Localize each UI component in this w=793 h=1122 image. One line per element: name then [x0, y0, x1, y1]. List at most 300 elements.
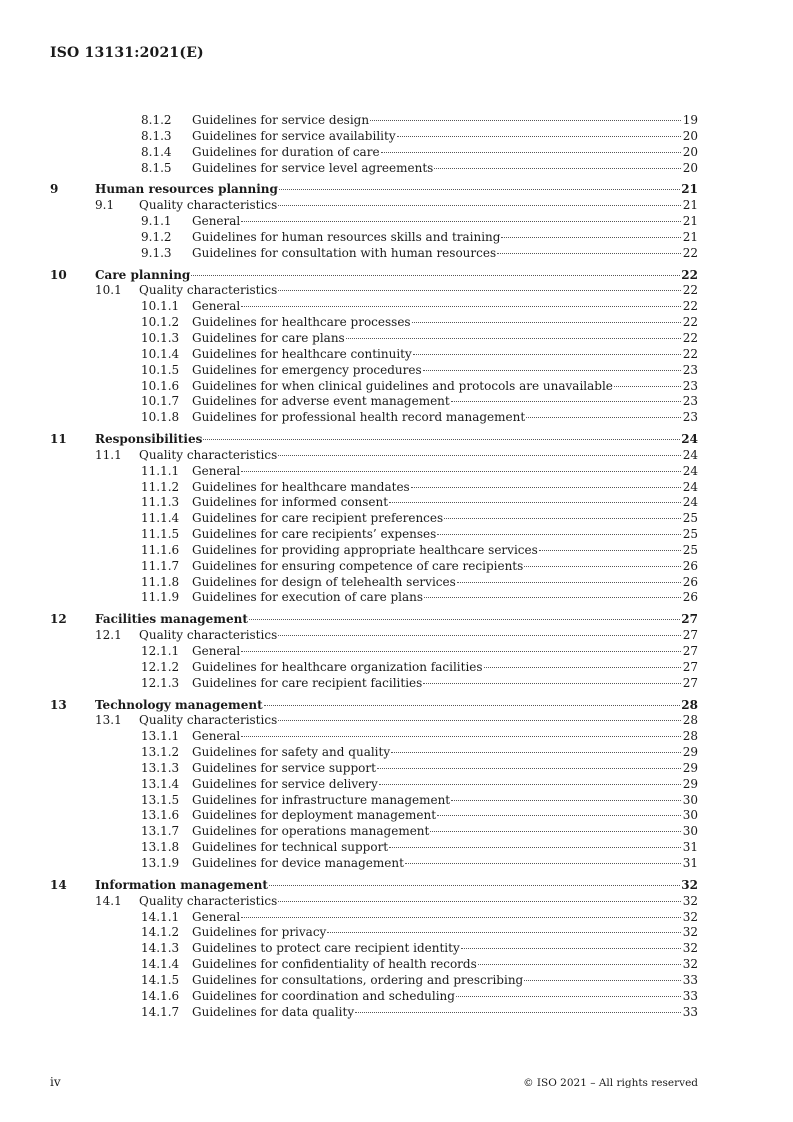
toc-entry-title: Guidelines for data quality [192, 1004, 355, 1019]
toc-entry-page: 29 [682, 745, 698, 760]
toc-entry-page: 28 [682, 713, 698, 728]
toc-dot-leader [413, 354, 681, 355]
toc-entry-number: 12.1.1 [141, 644, 180, 658]
toc-entry-number: 13.1 [95, 713, 122, 728]
toc-entry-page: 31 [682, 840, 698, 855]
toc-entry-number: 9.1 [95, 198, 115, 213]
toc-entry-page: 32 [682, 957, 698, 972]
toc-section-entry[interactable] [50, 628, 698, 644]
toc-dot-leader [346, 338, 681, 339]
toc-chapter-entry[interactable] [50, 612, 698, 628]
toc-entry-number: 9.1.1 [141, 214, 172, 229]
toc-subsection-entry[interactable] [50, 676, 698, 692]
toc-subsection-entry[interactable] [50, 495, 698, 511]
toc-entry-page: 23 [682, 362, 698, 377]
toc-entry-line [192, 590, 698, 606]
toc-subsection-entry[interactable] [50, 410, 698, 426]
toc-subsection-entry[interactable] [50, 660, 698, 676]
toc-entry-page: 21 [682, 198, 698, 213]
toc-entry-page: 23 [682, 394, 698, 409]
toc-entry-title: Guidelines to protect care recipient identity [192, 941, 460, 956]
toc-entry-title: Information management [95, 877, 268, 892]
toc-dot-leader [424, 597, 681, 598]
toc-entry-number: 13 [50, 697, 67, 712]
toc-entry-number: 12.1 [95, 628, 122, 643]
toc-entry-number: 13.1.9 [141, 855, 180, 870]
toc-subsection-entry[interactable] [50, 761, 698, 777]
toc-subsection-entry[interactable] [50, 777, 698, 793]
toc-entry-number: 14.1.3 [141, 941, 180, 956]
toc-entry-title: Guidelines for adverse event management [192, 394, 450, 409]
toc-subsection-entry[interactable] [50, 910, 698, 926]
toc-entry-page: 22 [682, 299, 698, 314]
toc-entry-page: 26 [682, 558, 698, 573]
toc-entry-title: Guidelines for ensuring competence of care recipients [192, 558, 524, 573]
toc-chapter-entry[interactable] [50, 698, 698, 714]
toc-dot-leader [524, 980, 681, 981]
toc-entry-number: 9.1.2 [141, 229, 172, 244]
toc-entry-number: 11.1.5 [141, 527, 180, 542]
toc-entry-number: 10.1.5 [141, 362, 180, 377]
toc-entry-title: Guidelines for duration of care [192, 144, 380, 159]
toc-entry-line [192, 480, 698, 496]
table-of-contents [50, 113, 698, 1020]
toc-entry-line [95, 268, 698, 284]
toc-entry-line [192, 410, 698, 426]
toc-entry-number: 12.1.2 [141, 659, 180, 674]
toc-dot-leader [278, 901, 681, 902]
toc-entry-page: 19 [682, 113, 698, 127]
toc-entry-number: 8.1.3 [141, 128, 172, 143]
toc-entry-page: 32 [682, 909, 698, 924]
toc-entry-line [192, 379, 698, 395]
toc-dot-leader [241, 736, 681, 737]
toc-subsection-entry[interactable] [50, 559, 698, 575]
toc-subsection-entry[interactable] [50, 379, 698, 395]
toc-subsection-entry[interactable] [50, 315, 698, 331]
toc-entry-number: 11.1.1 [141, 463, 180, 478]
toc-subsection-entry[interactable] [50, 543, 698, 559]
toc-entry-title: Guidelines for professional health record management [192, 410, 526, 425]
toc-dot-leader [526, 417, 681, 418]
toc-entry-number: 8.1.5 [141, 160, 172, 175]
toc-entry-line [192, 1005, 698, 1021]
toc-entry-title: Guidelines for confidentiality of health records [192, 957, 477, 972]
toc-entry-line [192, 543, 698, 559]
toc-entry-number: 11.1.9 [141, 590, 180, 605]
toc-entry-line [192, 394, 698, 410]
toc-entry-title: Quality characteristics [139, 713, 278, 728]
toc-entry-line [192, 464, 698, 480]
toc-section-entry[interactable] [50, 713, 698, 729]
toc-entry-number: 8.1.2 [141, 113, 172, 127]
toc-entry-title: Quality characteristics [139, 283, 278, 298]
toc-entry-title: Guidelines for service availability [192, 128, 396, 143]
toc-entry-line [192, 856, 698, 872]
toc-entry-number: 11.1.8 [141, 574, 180, 589]
toc-entry-number: 13.1.1 [141, 729, 180, 744]
toc-dot-leader [269, 885, 680, 886]
toc-entry-number: 13.1.2 [141, 745, 180, 760]
toc-entry-title: Guidelines for privacy [192, 925, 327, 940]
toc-entry-number: 14.1.7 [141, 1004, 180, 1019]
toc-entry-page: 29 [682, 760, 698, 775]
toc-entry-number: 10.1.7 [141, 394, 180, 409]
toc-entry-number: 10.1.6 [141, 378, 180, 393]
toc-dot-leader [430, 831, 681, 832]
toc-subsection-entry[interactable] [50, 511, 698, 527]
toc-entry-page: 22 [682, 315, 698, 330]
toc-entry-line [139, 894, 698, 910]
toc-entry-title: Guidelines for healthcare processes [192, 315, 411, 330]
toc-entry-page: 25 [682, 527, 698, 542]
toc-dot-leader [484, 667, 681, 668]
toc-entry-line [192, 161, 698, 177]
toc-subsection-entry[interactable] [50, 989, 698, 1005]
toc-entry-line [95, 432, 698, 448]
toc-entry-page: 33 [682, 972, 698, 987]
toc-entry-title: Guidelines for service level agreements [192, 160, 434, 175]
toc-entry-title: Guidelines for execution of care plans [192, 590, 424, 605]
toc-entry-title: Guidelines for safety and quality [192, 745, 391, 760]
toc-entry-line [192, 511, 698, 527]
toc-entry-page: 26 [682, 574, 698, 589]
toc-entry-line [192, 910, 698, 926]
toc-dot-leader [524, 566, 681, 567]
toc-entry-number: 14 [50, 877, 67, 892]
toc-entry-line [192, 989, 698, 1005]
toc-subsection-entry[interactable] [50, 925, 698, 941]
toc-entry-line [192, 644, 698, 660]
toc-entry-page: 30 [682, 792, 698, 807]
toc-entry-title: Quality characteristics [139, 628, 278, 643]
toc-entry-title: Guidelines for service support [192, 760, 376, 775]
toc-entry-title: Guidelines for service design [192, 113, 370, 127]
toc-dot-leader [241, 221, 681, 222]
toc-section-entry[interactable] [50, 448, 698, 464]
toc-entry-page: 27 [682, 675, 698, 690]
toc-subsection-entry[interactable] [50, 331, 698, 347]
toc-entry-line [192, 246, 698, 262]
toc-entry-line [139, 713, 698, 729]
toc-entry-title: General [192, 909, 241, 924]
toc-entry-line [192, 527, 698, 543]
toc-dot-leader [241, 471, 681, 472]
toc-subsection-entry[interactable] [50, 824, 698, 840]
toc-entry-number: 11.1.3 [141, 495, 180, 510]
toc-subsection-entry[interactable] [50, 527, 698, 543]
toc-entry-title: Quality characteristics [139, 447, 278, 462]
toc-dot-leader [278, 455, 681, 456]
toc-entry-page: 22 [681, 267, 698, 282]
toc-chapter-entry[interactable] [50, 878, 698, 894]
toc-entry-line [192, 973, 698, 989]
toc-entry-page: 22 [682, 330, 698, 345]
toc-dot-leader [456, 996, 681, 997]
toc-entry-title: Facilities management [95, 612, 248, 627]
toc-subsection-entry[interactable] [50, 394, 698, 410]
toc-entry-number: 13.1.8 [141, 840, 180, 855]
toc-dot-leader [241, 306, 681, 307]
document-header [50, 45, 204, 61]
toc-entry-line [139, 628, 698, 644]
toc-dot-leader [389, 502, 681, 503]
toc-subsection-entry[interactable] [50, 145, 698, 161]
toc-dot-leader [497, 253, 681, 254]
toc-entry-number: 14.1.2 [141, 925, 180, 940]
toc-entry-line [95, 698, 698, 714]
toc-subsection-entry[interactable] [50, 793, 698, 809]
toc-entry-page: 24 [681, 432, 698, 447]
toc-entry-title: Guidelines for coordination and scheduling [192, 988, 455, 1003]
toc-entry-page: 27 [681, 612, 698, 627]
toc-entry-number: 14.1 [95, 893, 122, 908]
toc-entry-page: 21 [682, 214, 698, 229]
toc-entry-number: 10.1.1 [141, 299, 180, 314]
toc-dot-leader [278, 635, 681, 636]
toc-dot-leader [478, 964, 681, 965]
toc-entry-number: 10.1 [95, 283, 122, 298]
toc-entry-title: Guidelines for technical support [192, 840, 389, 855]
toc-entry-number: 11.1 [95, 447, 122, 462]
toc-entry-title: Guidelines for consultation with human resources [192, 245, 497, 260]
toc-entry-title: Guidelines for care recipient preferences [192, 511, 444, 526]
toc-dot-leader [423, 683, 681, 684]
toc-dot-leader [539, 550, 681, 551]
toc-entry-line [192, 299, 698, 315]
toc-subsection-entry[interactable] [50, 230, 698, 246]
toc-subsection-entry[interactable] [50, 363, 698, 379]
toc-entry-number: 12 [50, 612, 67, 627]
toc-entry-number: 9 [50, 182, 59, 197]
toc-dot-leader [501, 237, 681, 238]
toc-entry-title: Care planning [95, 267, 191, 282]
toc-entry-page: 28 [682, 729, 698, 744]
toc-dot-leader [327, 932, 681, 933]
toc-subsection-entry[interactable] [50, 575, 698, 591]
toc-dot-leader [451, 401, 681, 402]
toc-entry-page: 22 [682, 283, 698, 298]
toc-entry-line [192, 840, 698, 856]
toc-entry-line [95, 878, 698, 894]
toc-dot-leader [278, 720, 681, 721]
page-number: iv [50, 1075, 61, 1089]
toc-subsection-entry[interactable] [50, 973, 698, 989]
toc-entry-title: Guidelines for care recipients’ expenses [192, 527, 437, 542]
toc-entry-title: Responsibilities [95, 432, 203, 447]
toc-dot-leader [412, 322, 681, 323]
toc-entry-line [192, 941, 698, 957]
toc-entry-number: 11.1.2 [141, 479, 180, 494]
toc-dot-leader [423, 370, 681, 371]
toc-entry-page: 27 [682, 659, 698, 674]
toc-entry-number: 8.1.4 [141, 144, 172, 159]
toc-entry-number: 13.1.5 [141, 792, 180, 807]
toc-entry-title: Guidelines for human resources skills and training [192, 229, 501, 244]
toc-entry-title: Human resources planning [95, 182, 278, 197]
toc-entry-title: Guidelines for device management [192, 855, 404, 870]
toc-subsection-entry[interactable] [50, 480, 698, 496]
toc-entry-line [192, 824, 698, 840]
toc-entry-page: 27 [682, 628, 698, 643]
toc-entry-title: Guidelines for informed consent [192, 495, 389, 510]
toc-entry-number: 13.1.7 [141, 824, 180, 839]
toc-entry-title: General [192, 729, 241, 744]
toc-entry-page: 25 [682, 511, 698, 526]
toc-entry-page: 23 [682, 378, 698, 393]
toc-entry-page: 32 [682, 893, 698, 908]
toc-entry-number: 11 [50, 432, 67, 447]
toc-entry-line [192, 676, 698, 692]
toc-entry-line [192, 315, 698, 331]
toc-entry-title: Guidelines for service delivery [192, 776, 378, 791]
toc-entry-line [192, 925, 698, 941]
toc-dot-leader [249, 619, 680, 620]
toc-entry-page: 24 [682, 495, 698, 510]
copyright-notice: © ISO 2021 – All rights reserved [523, 1077, 698, 1089]
toc-entry-title: Guidelines for when clinical guidelines and protocols are unavailable [192, 378, 613, 393]
toc-dot-leader [411, 487, 681, 488]
toc-dot-leader [191, 275, 680, 276]
toc-entry-line [192, 761, 698, 777]
toc-entry-number: 11.1.6 [141, 542, 180, 557]
toc-entry-title: Guidelines for design of telehealth services [192, 574, 456, 589]
toc-dot-leader [241, 651, 681, 652]
toc-entry-line [192, 113, 698, 129]
toc-entry-page: 23 [682, 410, 698, 425]
toc-dot-leader [278, 290, 681, 291]
toc-subsection-entry[interactable] [50, 729, 698, 745]
toc-entry-page: 33 [682, 1004, 698, 1019]
toc-subsection-entry[interactable] [50, 214, 698, 230]
toc-subsection-entry[interactable] [50, 840, 698, 856]
toc-entry-title: Guidelines for consultations, ordering and prescribing [192, 972, 524, 987]
toc-subsection-entry[interactable] [50, 644, 698, 660]
toc-entry-line [192, 559, 698, 575]
toc-entry-page: 29 [682, 776, 698, 791]
toc-section-entry[interactable] [50, 894, 698, 910]
toc-entry-title: General [192, 299, 241, 314]
toc-entry-page: 25 [682, 542, 698, 557]
toc-entry-page: 20 [682, 144, 698, 159]
toc-entry-line [192, 793, 698, 809]
toc-dot-leader [381, 152, 681, 153]
toc-dot-leader [451, 800, 681, 801]
toc-subsection-entry[interactable] [50, 856, 698, 872]
toc-entry-title: Technology management [95, 697, 263, 712]
document-id: ISO 13131:2021(E) [50, 45, 204, 61]
toc-entry-line [192, 660, 698, 676]
toc-entry-page: 32 [682, 925, 698, 940]
toc-subsection-entry[interactable] [50, 113, 698, 129]
toc-entry-page: 26 [682, 590, 698, 605]
toc-subsection-entry[interactable] [50, 347, 698, 363]
toc-entry-line [192, 145, 698, 161]
toc-dot-leader [434, 168, 681, 169]
toc-subsection-entry[interactable] [50, 957, 698, 973]
toc-entry-number: 10 [50, 267, 67, 282]
toc-entry-number: 10.1.4 [141, 346, 180, 361]
toc-dot-leader [614, 386, 681, 387]
toc-subsection-entry[interactable] [50, 808, 698, 824]
toc-entry-line [192, 575, 698, 591]
toc-subsection-entry[interactable] [50, 745, 698, 761]
toc-entry-title: Guidelines for providing appropriate healthcare services [192, 542, 538, 557]
toc-dot-leader [391, 752, 681, 753]
toc-chapter-entry[interactable] [50, 268, 698, 284]
toc-entry-page: 31 [682, 855, 698, 870]
toc-dot-leader [405, 863, 681, 864]
toc-entry-page: 21 [681, 182, 698, 197]
toc-entry-page: 20 [682, 128, 698, 143]
toc-entry-page: 30 [682, 824, 698, 839]
toc-entry-page: 32 [682, 941, 698, 956]
toc-entry-line [192, 777, 698, 793]
toc-entry-line [192, 129, 698, 145]
toc-entry-number: 13.1.4 [141, 776, 180, 791]
toc-dot-leader [241, 917, 681, 918]
toc-subsection-entry[interactable] [50, 941, 698, 957]
toc-dot-leader [264, 705, 681, 706]
toc-entry-title: Guidelines for healthcare organization facilities [192, 659, 483, 674]
toc-dot-leader [457, 582, 681, 583]
toc-section-entry[interactable] [50, 198, 698, 214]
toc-section-entry[interactable] [50, 283, 698, 299]
toc-subsection-entry[interactable] [50, 299, 698, 315]
toc-chapter-entry[interactable] [50, 182, 698, 198]
toc-entry-title: Guidelines for infrastructure management [192, 792, 451, 807]
toc-entry-number: 10.1.8 [141, 410, 180, 425]
toc-subsection-entry[interactable] [50, 246, 698, 262]
toc-entry-title: General [192, 644, 241, 658]
toc-entry-line [192, 331, 698, 347]
toc-entry-number: 14.1.1 [141, 909, 180, 924]
toc-entry-page: 32 [681, 877, 698, 892]
toc-chapter-entry[interactable] [50, 432, 698, 448]
toc-entry-title: General [192, 214, 241, 229]
toc-dot-leader [437, 534, 681, 535]
toc-entry-number: 12.1.3 [141, 675, 180, 690]
toc-entry-number: 14.1.5 [141, 972, 180, 987]
toc-entry-page: 30 [682, 808, 698, 823]
toc-entry-page: 20 [682, 160, 698, 175]
toc-entry-line [139, 198, 698, 214]
toc-entry-number: 10.1.3 [141, 330, 180, 345]
toc-dot-leader [397, 136, 681, 137]
toc-dot-leader [461, 948, 681, 949]
toc-entry-title: Guidelines for healthcare mandates [192, 479, 410, 494]
toc-entry-page: 24 [682, 447, 698, 462]
toc-entry-page: 22 [682, 346, 698, 361]
toc-dot-leader [379, 784, 681, 785]
toc-subsection-entry[interactable] [50, 590, 698, 606]
toc-dot-leader [278, 205, 681, 206]
toc-entry-line [95, 182, 698, 198]
toc-entry-number: 14.1.6 [141, 988, 180, 1003]
toc-subsection-entry[interactable] [50, 161, 698, 177]
toc-subsection-entry[interactable] [50, 1005, 698, 1021]
toc-subsection-entry[interactable] [50, 129, 698, 145]
toc-entry-number: 13.1.3 [141, 760, 180, 775]
toc-subsection-entry[interactable] [50, 464, 698, 480]
toc-dot-leader [203, 439, 680, 440]
toc-entry-title: General [192, 463, 241, 478]
toc-dot-leader [444, 518, 681, 519]
toc-entry-line [192, 347, 698, 363]
toc-dot-leader [377, 768, 681, 769]
toc-entry-title: Quality characteristics [139, 198, 278, 213]
page-footer [50, 1075, 698, 1091]
